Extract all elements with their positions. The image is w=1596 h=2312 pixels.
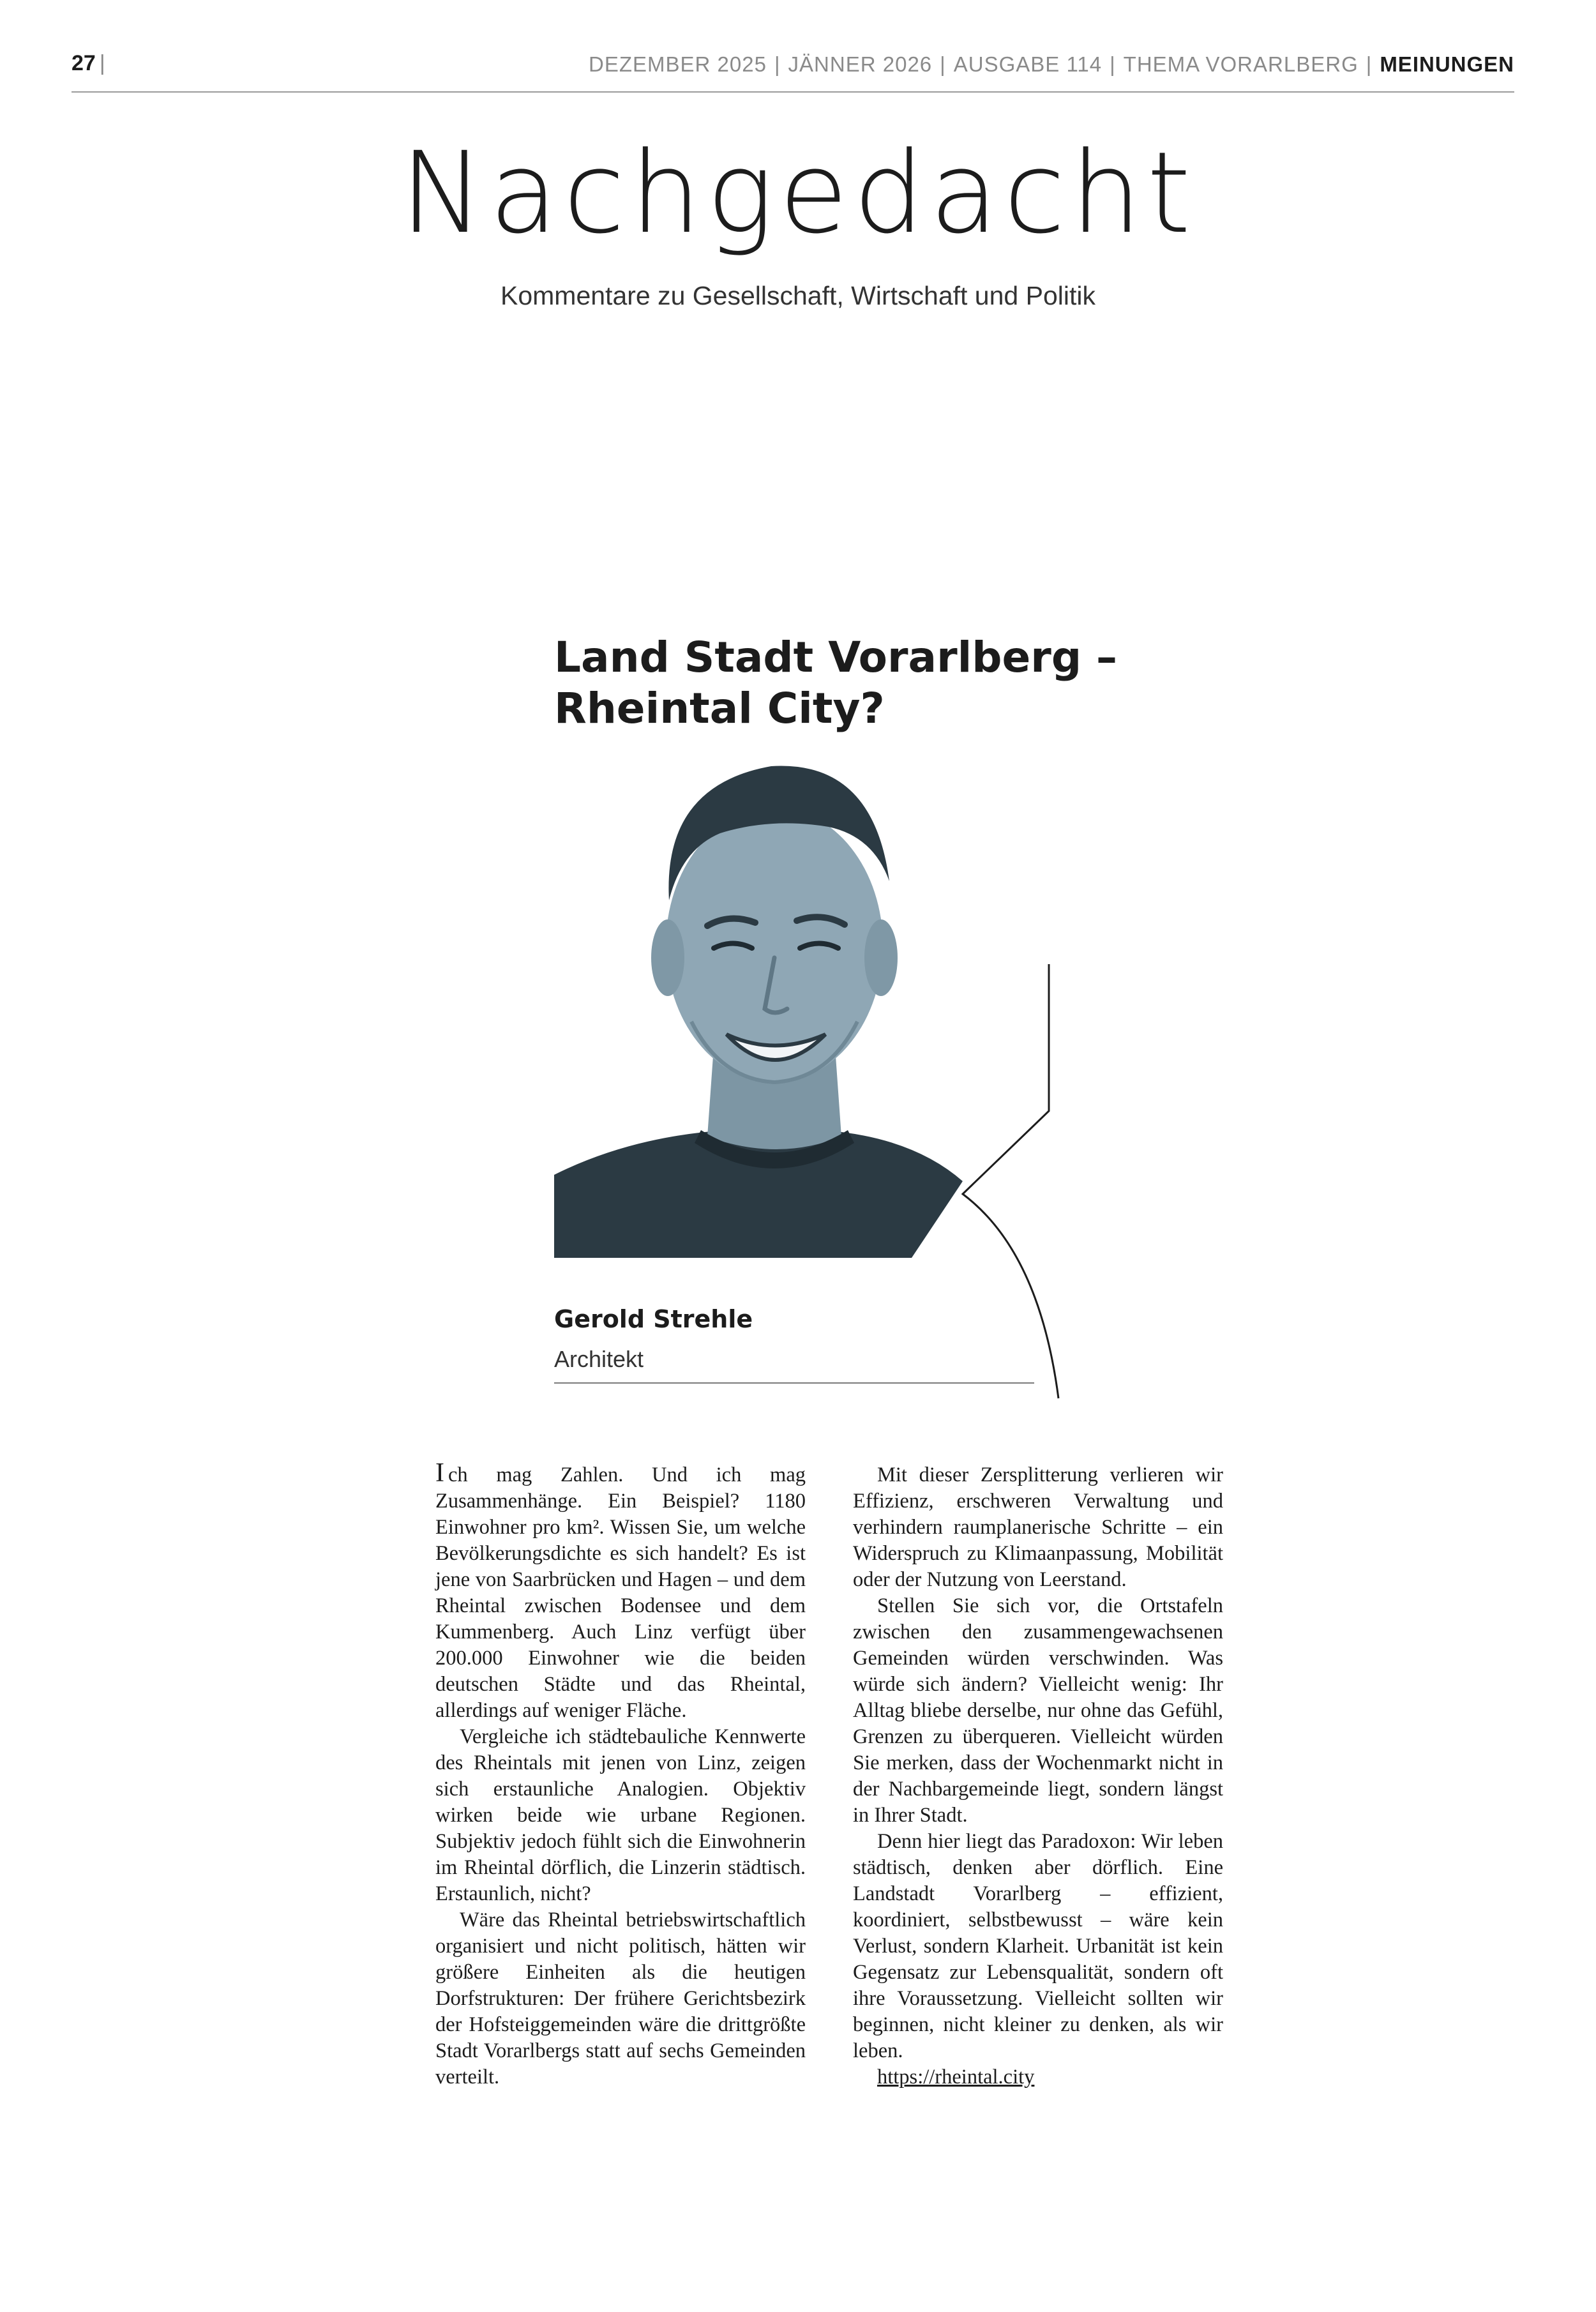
author-name: Gerold Strehle [554, 1305, 753, 1333]
headline-line-2: Rheintal City? [554, 684, 885, 733]
drop-cap: I [435, 1458, 444, 1488]
issue-months-2: JÄNNER 2026 [788, 52, 933, 76]
page-title: Nachgedacht [400, 128, 1196, 259]
issue-months: DEZEMBER 2025 [589, 52, 767, 76]
portrait-face [666, 808, 883, 1082]
article-headline [554, 632, 1129, 734]
paragraph: Mit dieser Zersplitterung verlieren wir Effizienz, erschweren Verwaltung und verhindern raumplanerische Schritte – ein Widerspruch zu Klimaanpassung, Mobilität oder der Nutzung von Leerstand. [853, 1463, 1223, 1591]
article-column-1 [435, 1458, 806, 2090]
page-subtitle: Kommentare zu Gesellschaft, Wirtschaft und Politik [501, 281, 1095, 310]
publication-name: THEMA VORARLBERG [1123, 52, 1359, 76]
portrait-shoulders [554, 1130, 963, 1258]
paragraph: Vergleiche ich städtebauliche Kennwerte des Rheintals mit jenen von Linz, zeigen sich erstaunliche Analogien. Objektiv wirken beide wie urbane Regionen. Subjektiv jedoch fühlt sich die Einwohnerin im Rheintal dörflich, die Linzerin städtisch. Erstaunlich, nicht? [435, 1725, 806, 1905]
issue-number: AUSGABE 114 [953, 52, 1103, 76]
paragraph: Stellen Sie sich vor, die Ortstafeln zwischen den zusammengewachsenen Gemeinden würden verschwinden. Was würde sich ändern? Vielleicht wenig: Ihr Alltag bliebe derselbe, nur ohne das Gefühl, Grenzen zu überqueren. Vielleicht würden Sie merken, dass der Wochenmarkt nicht in der Nachbargemeinde liegt, sondern längst in Ihrer Stadt. [853, 1594, 1223, 1827]
page-header [72, 46, 1514, 91]
running-head: DEZEMBER 2025 | JÄNNER 2026 | AUSGABE 114 | THEMA VORARLBERG | MEINUNGEN [589, 52, 1514, 76]
website-link[interactable]: https://rheintal.city [877, 2066, 1035, 2089]
paragraph: Denn hier liegt das Paradoxon: Wir leben städtisch, denken aber dörflich. Eine Landstadt Vorarlberg – effizient, koordiniert, selbstbewusst – wäre kein Verlust, sondern Klarheit. Urbanität ist kein Gegensatz zur Lebensqualität, sondern oft ihre Voraussetzung. Vielleicht sollten wir beginnen, nicht kleiner zu denken, als wir leben. [853, 1830, 1223, 2062]
article-column-2 [853, 1462, 1223, 2090]
paragraph: Wäre das Rheintal betriebswirtschaftlich organisiert und nicht politisch, hätten wir größere Einheiten als die heutigen Dorfstrukturen: Der frühere Gerichtsbezirk der Hofsteiggemeinden wäre die drittgrößte Stadt Vorarlbergs statt auf sechs Gemeinden verteilt. [435, 1908, 806, 2089]
headline-line-1: Land Stadt Vorarlberg – [554, 633, 1118, 682]
author-portrait [554, 690, 1065, 1405]
author-role: Architekt [554, 1346, 644, 1372]
page-number: 27 | [72, 51, 105, 75]
section-name: MEINUNGEN [1380, 52, 1514, 76]
portrait-ear-left [651, 919, 684, 996]
portrait-ear-right [864, 919, 898, 996]
paragraph: I ch mag Zahlen. Und ich mag Zusammenhänge. Ein Beispiel? 1180 Einwohner pro km². Wissen Sie, um welche Bevölkerungsdichte es sich handelt? Es ist jene von Saarbrücken und Hagen – und dem Rheintal zwischen Bodensee und dem Kummenberg. Auch Linz verfügt über 200.000 Einwohner wie die beiden deutschen Städte und das Rheintal, allerdings auf weniger Fläche. [435, 1458, 806, 1722]
header-rule [72, 91, 1514, 93]
